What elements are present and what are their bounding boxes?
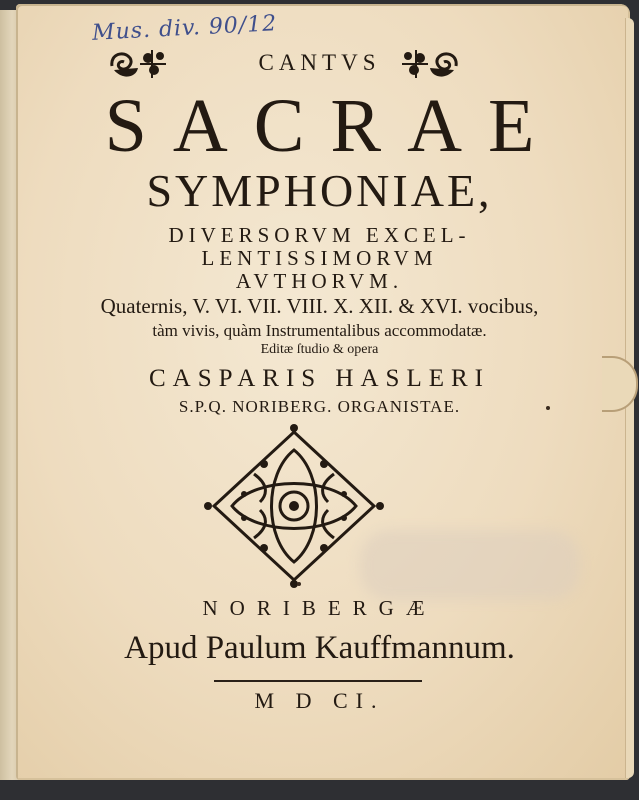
subtitle-line-3: AVTHORVM. <box>235 269 404 293</box>
imprint-date: M D CI. <box>254 688 385 713</box>
title-sacrae: SACRAE <box>104 84 561 168</box>
subtitle-diversorum <box>0 224 639 293</box>
arabesque-vignette-icon <box>204 424 384 588</box>
ink-speck <box>546 406 550 410</box>
imprint-printer: Apud Paulum Kauffmannum. <box>124 630 515 666</box>
paper-stain <box>360 530 580 600</box>
author-name: CASPARIS HASLERI <box>148 365 490 392</box>
subtitle-line-2: LENTISSIMORVM <box>201 246 438 270</box>
shelfmark-handwriting: Mus. div. 90/12 <box>91 11 278 46</box>
title-symphoniae: SYMPHONIAE, <box>146 165 493 216</box>
instruments-line: tàm vivis, quàm Instrumentalibus accommodatæ. <box>152 321 487 340</box>
voices-line: Quaternis, V. VI. VII. VIII. X. XII. & XVI. vocibus, <box>100 294 539 318</box>
editor-line: Editæ ſtudio & opera <box>260 342 379 357</box>
ink-speck <box>297 582 301 586</box>
subtitle-line-1: DIVERSORVM EXCEL- <box>168 223 471 247</box>
title-cantus: CANTVS <box>258 50 381 75</box>
imprint-place: NORIBERGÆ <box>202 596 437 620</box>
author-title: S.P.Q. NORIBERG. ORGANISTAE. <box>178 397 461 416</box>
imprint-rule <box>214 680 422 682</box>
